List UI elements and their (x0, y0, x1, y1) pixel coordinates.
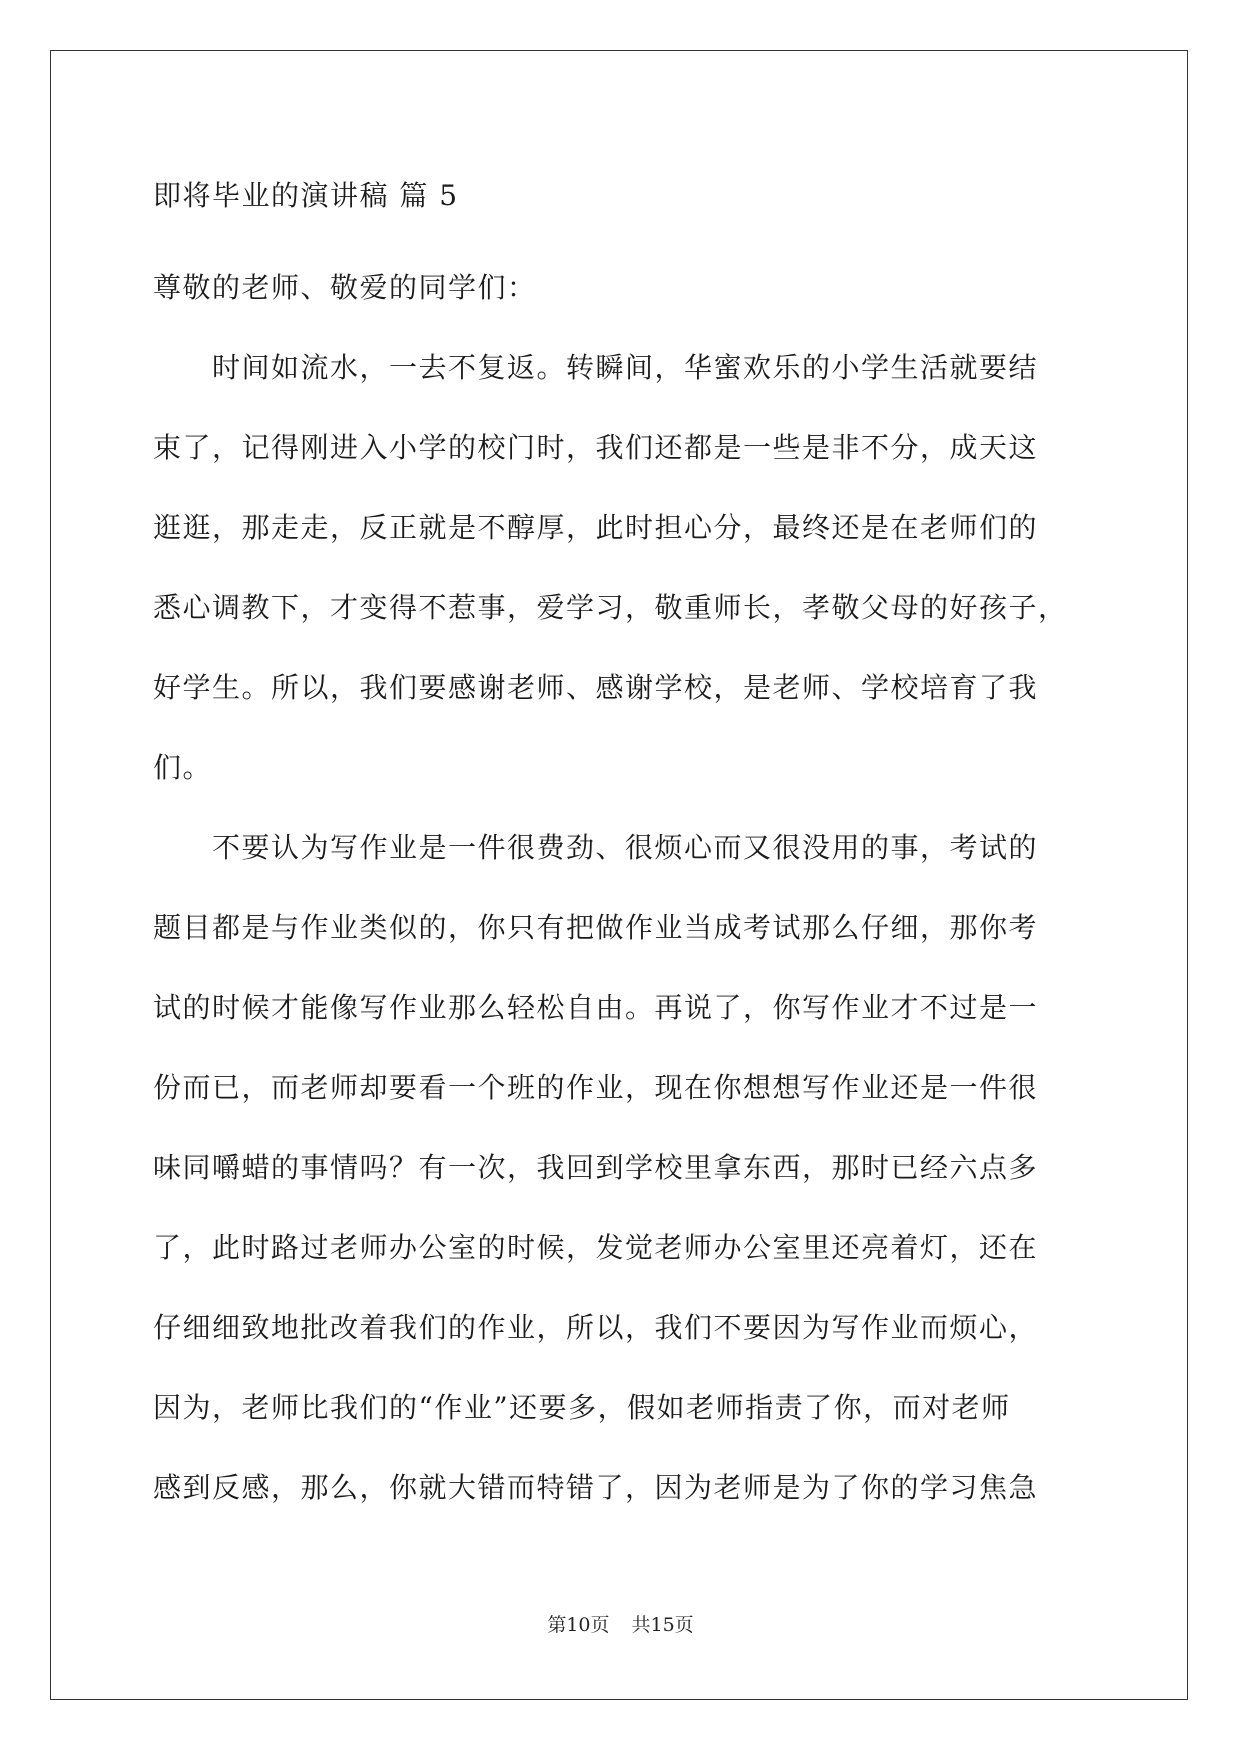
text-line: 感到反感，那么，你就大错而特错了，因为老师是为了你的学习焦急 (153, 1471, 1039, 1504)
page-total: 共15页 (631, 1614, 694, 1636)
text-line: 时间如流水，一去不复返。转瞬间，华蜜欢乐的小学生活就要结 (153, 351, 1039, 384)
text-line: 因为，老师比我们的“作业”还要多，假如老师指责了你，而对老师 (153, 1391, 1011, 1424)
page-number: 第10页 (547, 1614, 610, 1636)
text-line: 逛逛，那走走，反正就是不醇厚，此时担心分，最终还是在老师们的 (153, 511, 1039, 544)
document-title: 即将毕业的演讲稿 篇 5 (153, 179, 459, 212)
text-line: 悉心调教下，才变得不惹事，爱学习，敬重师长，孝敬父母的好孩子， (153, 591, 1068, 624)
text-line: 试的时候才能像写作业那么轻松自由。再说了，你写作业才不过是一 (153, 991, 1039, 1024)
page-footer (0, 1610, 1241, 1637)
document-body (153, 168, 1091, 1528)
text-line: 仔细细致地批改着我们的作业，所以，我们不要因为写作业而烦心， (153, 1311, 1039, 1344)
salutation-line: 尊敬的老师、敬爱的同学们： (153, 271, 537, 304)
text-line: 味同嚼蜡的事情吗？有一次，我回到学校里拿东西，那时已经六点多 (153, 1151, 1039, 1184)
text-line: 不要认为写作业是一件很费劲、很烦心而又很没用的事，考试的 (153, 831, 1039, 864)
text-line: 们。 (153, 751, 213, 784)
text-line: 题目都是与作业类似的，你只有把做作业当成考试那么仔细，那你考 (153, 911, 1039, 944)
text-line: 好学生。所以，我们要感谢老师、感谢学校，是老师、学校培育了我 (153, 671, 1039, 704)
text-line: 了，此时路过老师办公室的时候，发觉老师办公室里还亮着灯，还在 (153, 1231, 1039, 1264)
text-line: 份而已，而老师却要看一个班的作业，现在你想想写作业还是一件很 (153, 1071, 1039, 1104)
text-line: 束了，记得刚进入小学的校门时，我们还都是一些是非不分，成天这 (153, 431, 1039, 464)
